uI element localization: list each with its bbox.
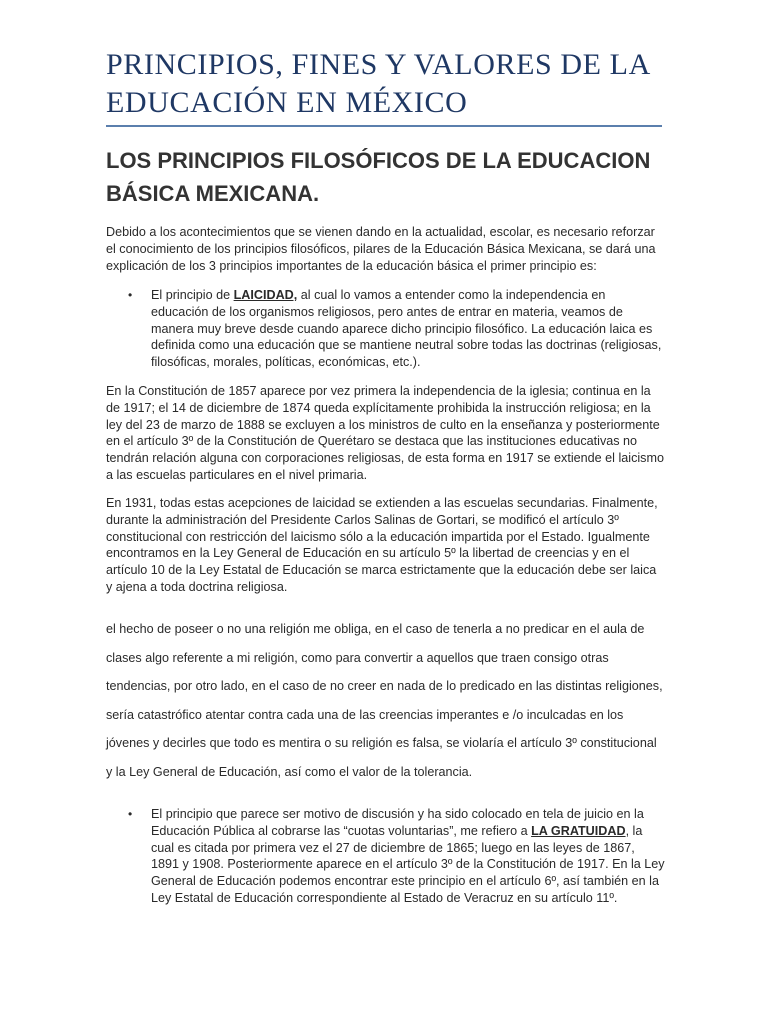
bullet-gratuidad-before: El principio que parece ser motivo de discusión y ha sido colocado en tela de juicio en la Educación Pública al cobrarse las “cuotas voluntarias”, me refiero a xyxy=(151,807,644,838)
document-title: PRINCIPIOS, FINES Y VALORES DE LA EDUCACIÓN EN MÉXICO xyxy=(106,48,650,119)
bullet-laicidad-after: al cual lo vamos a entender como la independencia en educación de los organismos religiosos, pero antes de entrar en materia, veamos de manera muy breve desde cuando aparece dicho principio filosófico. La educación laica es definida como una educación que se mantiene neutral sobre todas las doctrinas (religiosas, filosóficas, morales, políticas, económicas, etc.). xyxy=(151,288,662,370)
intro-paragraph: Debido a los acontecimientos que se vienen dando en la actualidad, escolar, es necesario reforzar el conocimiento de los principios filosóficos, pilares de la Educación Básica Mexicana, se dará una explicación de los 3 principios importantes de la educación básica el primer principio es: xyxy=(106,225,656,273)
paragraph-constitution-1857: En la Constitución de 1857 aparece por vez primera la independencia de la iglesia; continua en la de 1917; el 14 de diciembre de 1874 queda explícitamente prohibida la instrucción religiosa; en la ley del 23 de marzo de 1888 se excluyen a los ministros de culto en la enseñanza y posteriormente en el artículo 3º de la Constitución de Querétaro se destaca que las instituciones educativas no tendrán relación alguna con corporaciones religiosas, de esta forma en 1917 se extiende el laicismo a las escuelas particulares en el nivel primaria. xyxy=(106,384,664,482)
bullet-icon: • xyxy=(128,288,133,302)
bullet-icon: • xyxy=(128,807,133,821)
bullet-laicidad-before: El principio de xyxy=(151,288,234,302)
bullet-laicidad xyxy=(106,287,666,371)
section-heading: LOS PRINCIPIOS FILOSÓFICOS DE LA EDUCACION BÁSICA MEXICANA. xyxy=(106,148,651,206)
bullet-gratuidad-after: , la cual es citada por primera vez el 27 de diciembre de 1865; luego en las leyes de 1867, 1891 y 1908. Posteriormente aparece en el artículo 3º de la Constitución de 1917. En la Ley General de Educación podemos encontrar este principio en el artículo 6º, así también en la Ley Estatal de Educación correspondiente al Estado de Veracruz en su artículo 11º. xyxy=(151,823,665,905)
term-laicidad: LAICIDAD, xyxy=(233,288,298,302)
bullet-gratuidad xyxy=(106,806,666,907)
bullet-laicidad-text xyxy=(151,287,666,371)
paragraph-1931: En 1931, todas estas acepciones de laicidad se extienden a las escuelas secundarias. Finalmente, durante la administración del Presidente Carlos Salinas de Gortari, se modificó el artículo 3º constitucional con restricción del laicismo sólo a la educación impartida por el Estado. Igualmente encontramos en la Ley General de Educación en su artículo 5º la libertad de creencias y en el artículo 10 de la Ley Estatal de Educación se marca estrictamente que la educación debe ser laica y ajena a toda doctrina religiosa. xyxy=(106,496,658,594)
bullet-gratuidad-text xyxy=(151,806,666,907)
term-gratuidad: LA GRATUIDAD xyxy=(531,823,626,838)
paragraph-religion: el hecho de poseer o no una religión me obliga, en el caso de tenerla a no predicar en el aula de clases algo referente a mi religión, como para convertir a aquellos que traen consigo otras tendencias, por otro lado, en el caso de no creer en nada de lo predicado en las distintas religiones, sería catastrófico atentar contra cada una de las creencias imperantes e /o inculcadas en los jóvenes y decirles que todo es mentira o su religión es falsa, se violaría el artículo 3º constitucional y la Ley General de Educación, así como el valor de la tolerancia. xyxy=(106,622,663,779)
title-divider xyxy=(106,125,662,127)
